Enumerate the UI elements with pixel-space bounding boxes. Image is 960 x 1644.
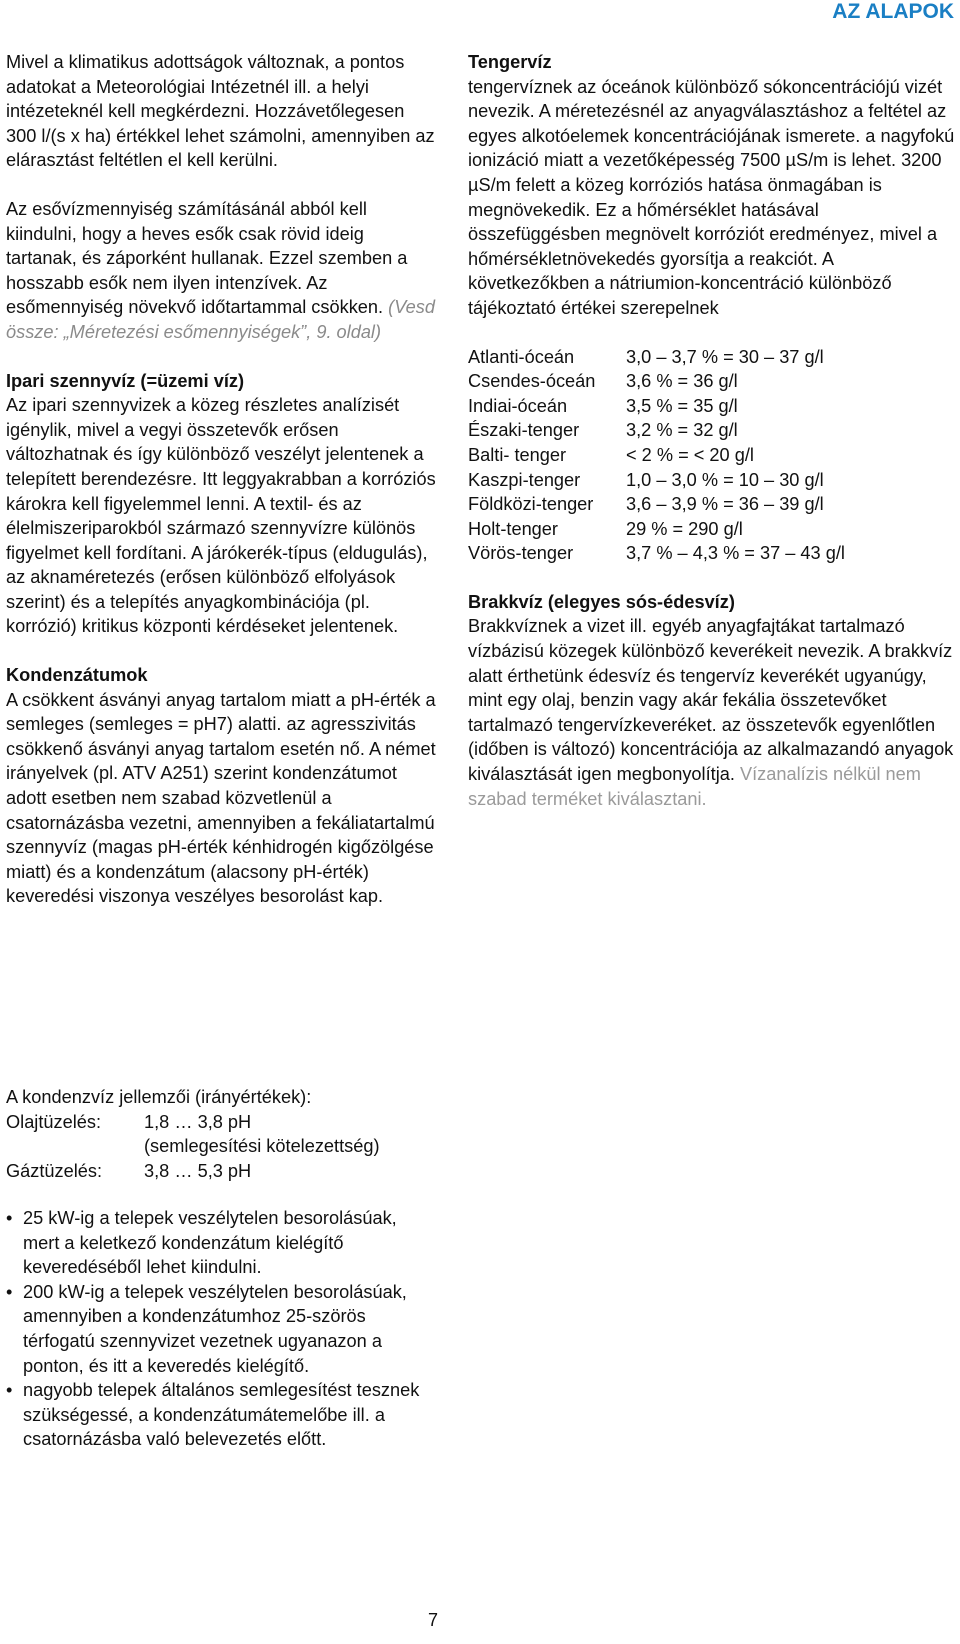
sea-name: Holt-tenger — [468, 518, 558, 539]
brackish-water-paragraph — [468, 614, 956, 811]
sea-name: Vörös-tenger — [468, 543, 574, 564]
fuel-type-label — [6, 1134, 144, 1159]
fuel-type-label: Olajtüzelés: — [6, 1111, 102, 1132]
sea-row — [468, 345, 845, 370]
sea-salinity-value: 3,0 – 3,7 % = 30 – 37 g/l — [626, 346, 824, 367]
brackish-water-text: Brakkvíznek a vizet ill. egyéb anyagfajtákat tartalmazó vízbázisú közegek különböző keverékeit nevezik. A brakkvíz alatt érthetünk édesvíz és tengervíz keverékét ugyanúgy, mint egy olaj, benzin vagy akár fekália összetevőket tartalmazó tengervízkeveréket. az összetevők egyenlőtlen (időben is változó) koncentrációja az alkalmazandó anyagok kiválasztását igen megbonyolítja. — [468, 616, 954, 785]
bullet-item: • 200 kW-ig a telepek veszélytelen besorolásúak, amennyiben a kondenzátumhoz 25-szörös térfogatú szennyvizet vezetnek ugyanazon a ponton, és itt a keveredés kielégítő. — [6, 1280, 426, 1378]
sea-row — [468, 394, 845, 419]
seawater-text: tengervíznek az óceánok különböző sókoncentrációjú vizét nevezik. A méretezésnél az anyagválasztáshoz a feltétel az egyes alkotóelemek koncentrációjának ismerete. a nagyfokú ionizáció miatt a vezetőképesség 7500 µS/m is lehet. 3200 µS/m felett a közeg korróziós hatása önmagában is megnövekedik. Ez a hőmérséklet hatásával összefüggésben megnövelt korróziót eredményez, mivel a hőmérsékletnövekedés gyorsítja a reakciót. A következőkben a nátriumion-koncentráció különböző tájékoztató értékei szerepelnek — [468, 76, 955, 318]
sea-name: Balti- tenger — [468, 444, 567, 465]
sea-salinity-value: < 2 % = < 20 g/l — [626, 444, 754, 465]
sea-row — [468, 517, 845, 542]
condensate-ph-table — [6, 1110, 380, 1184]
condensate-row — [6, 1159, 380, 1184]
bullet-item: • nagyobb telepek általános semlegesítést tesznek szükségessé, a kondenzátumátemelőbe ill. a csatornázásba való belevezetés előtt. — [6, 1378, 426, 1452]
left-column — [6, 50, 438, 909]
condensate-rules-list — [6, 1206, 426, 1452]
sea-salinity-value: 3,5 % = 35 g/l — [626, 395, 738, 416]
fuel-type-label: Gáztüzelés: — [6, 1160, 103, 1181]
page-number: 7 — [427, 1610, 438, 1630]
sea-row — [468, 369, 845, 394]
industrial-wastewater-heading: Ipari szennyvíz (=üzemi víz) — [6, 370, 245, 391]
sea-salinity-value: 3,6 % = 36 g/l — [626, 371, 738, 392]
sea-name: Északi-tenger — [468, 420, 580, 441]
sea-salinity-value: 1,0 – 3,0 % = 10 – 30 g/l — [626, 469, 824, 490]
sea-row — [468, 492, 845, 517]
sea-row — [468, 418, 845, 443]
seawater-heading: Tengervíz — [468, 52, 552, 72]
ph-value: (semlegesítési kötelezettség) — [144, 1136, 380, 1157]
rain-reference-note: (Vesd össze: „Méretezési esőmennyiségek”, 9. oldal) — [6, 297, 435, 342]
condensate-row — [6, 1110, 380, 1135]
sea-salinity-value: 3,7 % – 4,3 % = 37 – 43 g/l — [626, 543, 845, 564]
sea-name: Kaszpi-tenger — [468, 469, 581, 490]
sea-salinity-value: 3,2 % = 32 g/l — [626, 420, 738, 441]
sea-name: Indiai-óceán — [468, 395, 568, 416]
condensate-text: A csökkent ásványi anyag tartalom miatt a pH-érték a semleges (semleges = pH7) alatti. az agresszivitás csökkenő ásványi anyag tartalom esetén nő. A német irányelvek (pl. ATV A251) szerint kondenzátumot adott esetben nem szabad közvetlenül a csatornázásba vezetni, amennyiben a fekáliatartalmú szennyvíz (magas pH-érték kénhidrogén kigőzölgése miatt) és a kondenzátum (alacsony pH-érték) keveredési viszonya veszélyes besorolást kap. — [6, 689, 436, 907]
sea-name: Földközi-tenger — [468, 494, 594, 515]
ph-value: 3,8 … 5,3 pH — [144, 1160, 252, 1181]
condensate-row — [6, 1134, 380, 1159]
bullet-item: • 25 kW-ig a telepek veszélytelen besorolásúak, mert a keletkező kondenzátum kielégítő keveredéséből lehet kiindulni. — [6, 1206, 426, 1280]
sea-name: Atlanti-óceán — [468, 346, 575, 367]
condensate-values-block — [6, 1085, 446, 1183]
condensate-heading: Kondenzátumok — [6, 665, 148, 686]
section-header: AZ ALAPOK — [832, 0, 954, 23]
sea-name: Csendes-óceán — [468, 371, 596, 392]
rain-paragraph — [6, 197, 438, 345]
climate-paragraph: Mivel a klimatikus adottságok változnak, a pontos adatokat a Meteorológiai Intézetnél ill. a helyi intézeteknél kell megkérdezni. Hozzávetőlegesen 300 l/(s x ha) értékkel lehet számolni, amennyiben az elárasztást feltétlen el kell kerülni. — [6, 52, 435, 171]
ph-value: 1,8 … 3,8 pH — [144, 1111, 252, 1132]
right-column — [468, 50, 956, 811]
water-analysis-note: Vízanalízis nélkül nem szabad terméket kiválasztani. — [468, 764, 921, 809]
sea-salinity-table — [468, 345, 845, 566]
sea-salinity-value: 3,6 – 3,9 % = 36 – 39 g/l — [626, 494, 824, 515]
sea-salinity-value: 29 % = 290 g/l — [626, 518, 743, 539]
sea-row — [468, 468, 845, 493]
sea-row — [468, 443, 845, 468]
sea-row — [468, 541, 845, 566]
condensate-values-intro: A kondenzvíz jellemzői (irányértékek): — [6, 1087, 312, 1107]
rain-text: Az esővízmennyiség számításánál abból kell kiindulni, hogy a heves esők csak rövid ideig tartanak, és záporként hullanak. Ezzel szemben a hosszabb esők nem ilyen intenzívek. Az esőmennyiség növekvő időtartammal csökken. — [6, 198, 408, 318]
industrial-wastewater-text: Az ipari szennyvizek a közeg részletes analízisét igénylik, mivel a vegyi összetevők erősen változhatnak és így különböző veszélyt jelentenek a telepített berendezésre. Itt leggyakrabban a korróziós károkra kell figyelemmel lenni. A textil- és az élelmiszeriparokból származó szennyvízre különös figyelmet kell fordítani. A járókerék-típus (eldugulás), az aknaméretezés (erősen különböző elfolyások szerint) és a telepítés anyagkombinációja (pl. korrózió) kritikus központi kérdéseket jelentenek. — [6, 395, 436, 637]
brackish-water-heading: Brakkvíz (elegyes sós-édesvíz) — [468, 591, 735, 612]
